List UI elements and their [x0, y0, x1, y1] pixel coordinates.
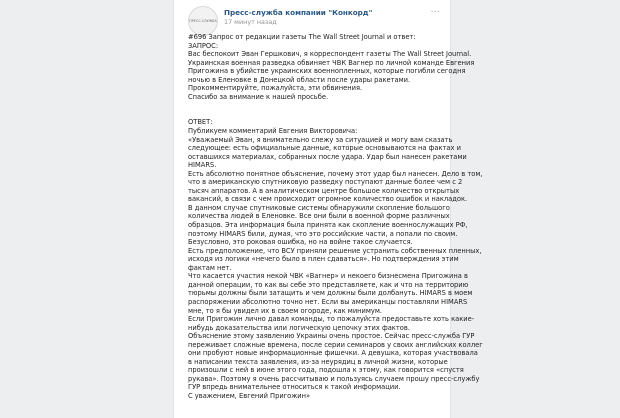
avatar-label: ПРЕСС-СЛУЖБА: [189, 19, 217, 23]
post-text-line: ночью в Еленовке в Донецкой области после удары ракетами.: [188, 75, 411, 84]
post-text-line: Есть абсолютно понятное объяснение, почему этот удар был нанесен. Дело в том,: [188, 169, 483, 178]
post-text-line: Что касается участия некой ЧВК «Вагнер» и некоего бизнесмена Пригожина в: [188, 272, 468, 281]
post-text-line: тысяч аппаратов. А в аналитическом центре большое количество открытых: [188, 186, 460, 195]
post-text-line: Безусловно, это роковая ошибка, но на войне такое случается.: [188, 238, 413, 247]
author-name[interactable]: Пресс-служба компании "Конкорд": [224, 8, 373, 17]
post-text-line: нибудь доказательства или логическую цепочку этих фактов.: [188, 323, 410, 332]
post-text-line: [188, 110, 442, 119]
post-text-line: что в американскую спутниковую разведку поступают данные более чем с 2: [188, 178, 463, 187]
post-text-line: #696 Запрос от редакции газеты The Wall Street Journal и ответ:: [188, 33, 416, 41]
post-text-line: Если Пригожин лично давал команды, то пожалуйста предоставьте хоть какие-: [188, 315, 475, 324]
post-text-line: мне, то я бы увидел их в своем огороде, как минимум.: [188, 306, 383, 315]
post-text-line: они пробуют новые информационные фишечки. А девушка, которая участвовала: [188, 349, 478, 358]
post-card: [173, 0, 483, 418]
post-text-line: произошли с ней в июне этого года, подошла к этому, как говорится «спустя: [188, 366, 464, 375]
post-text-line: Вас беспокоит Эван Гершкович, я корреспондент газеты The Wall Street Journal.: [188, 50, 472, 59]
post-text-line: образцов. Эта информация была принята как скопление военнослужащих РФ,: [188, 221, 468, 230]
post-text-line: Есть предположение, что ВСУ приняли решение устранить собственных пленных,: [188, 246, 482, 255]
post-text-line: количества людей в Еленовке. Все они были в военной форме различных: [188, 212, 450, 221]
post-text-line: распоряжении абсолютно точно нет. Если вы американцы поставляли HIMARS: [188, 297, 468, 306]
post-text-line: рукава». Поэтому я очень рассчитываю и пользуясь случаем прошу пресс-службу: [188, 374, 480, 383]
post-text-line: HIMARS.: [188, 161, 217, 170]
post-text-line: ГУР впредь внимательнее относиться к такой информации.: [188, 383, 401, 392]
post-text-line: Украинская военная разведка обвиняет ЧВК Вагнер по личной команде Евгения: [188, 58, 475, 67]
post-text-line: Пригожина в убийстве украинских военнопленных, которые погибли сегодня: [188, 67, 466, 76]
post-text-line: Публикуем комментарий Евгения Викторовича:: [188, 127, 358, 136]
post-text-line: поэтому HIMARS били, думая, что это российские части, а попали по своим.: [188, 229, 458, 238]
post-text-line: Прокомментируйте, пожалуйста, эти обвинения.: [188, 84, 363, 93]
post-text-line: Спасибо за внимание к нашей просьбе.: [188, 92, 329, 101]
post-text-line: в написании текста заявления, из-за неурядиц в личной жизни, которые: [188, 357, 448, 366]
post-time[interactable]: 17 минут назад: [224, 18, 277, 26]
post-text-line: [188, 101, 442, 110]
post-text-line: следующее: есть официальные данные, которые основываются на фактах и: [188, 144, 461, 153]
more-options-icon[interactable]: ···: [430, 7, 440, 18]
post-text-line: «Уважаемый Эван, я внимательно слежу за ситуацией и могу вам сказать: [188, 135, 453, 144]
post-text-line: ОТВЕТ:: [188, 118, 213, 127]
post-text-line: исходя из логики «нечего было в плен сдаваться». Но подтверждения этим: [188, 255, 459, 264]
post-text-line: переживает сложные времена, после серии семинаров у своих английских коллег: [188, 340, 483, 349]
avatar[interactable]: [188, 6, 218, 36]
post-text-line: ЗАПРОС:: [188, 41, 219, 50]
post-text-line: Объяснение этому заявлению Украины очень простое. Сейчас пресс-служба ГУР: [188, 332, 475, 341]
post-text-line: вакансий, в связи с чем происходит огромное количество ошибок и накладок.: [188, 195, 468, 204]
post-text-line: оставшихся материалах, собранных после удара. Удар был нанесен ракетами: [188, 152, 467, 161]
post-text: [188, 33, 483, 401]
post-text-line: В данном случае спутниковые системы обнаружили скопление большого: [188, 203, 450, 212]
post-text-line: фактам нет.: [188, 263, 232, 272]
post-text-line: С уважением, Евгений Пригожин»: [188, 391, 311, 400]
post-text-line: тюрьмы должны были затащить и чем должны были долбануть. HIMARS в моем: [188, 289, 473, 298]
post-text-line: данной операции, то как вы себе это представляете, как и что на территорию: [188, 280, 469, 289]
